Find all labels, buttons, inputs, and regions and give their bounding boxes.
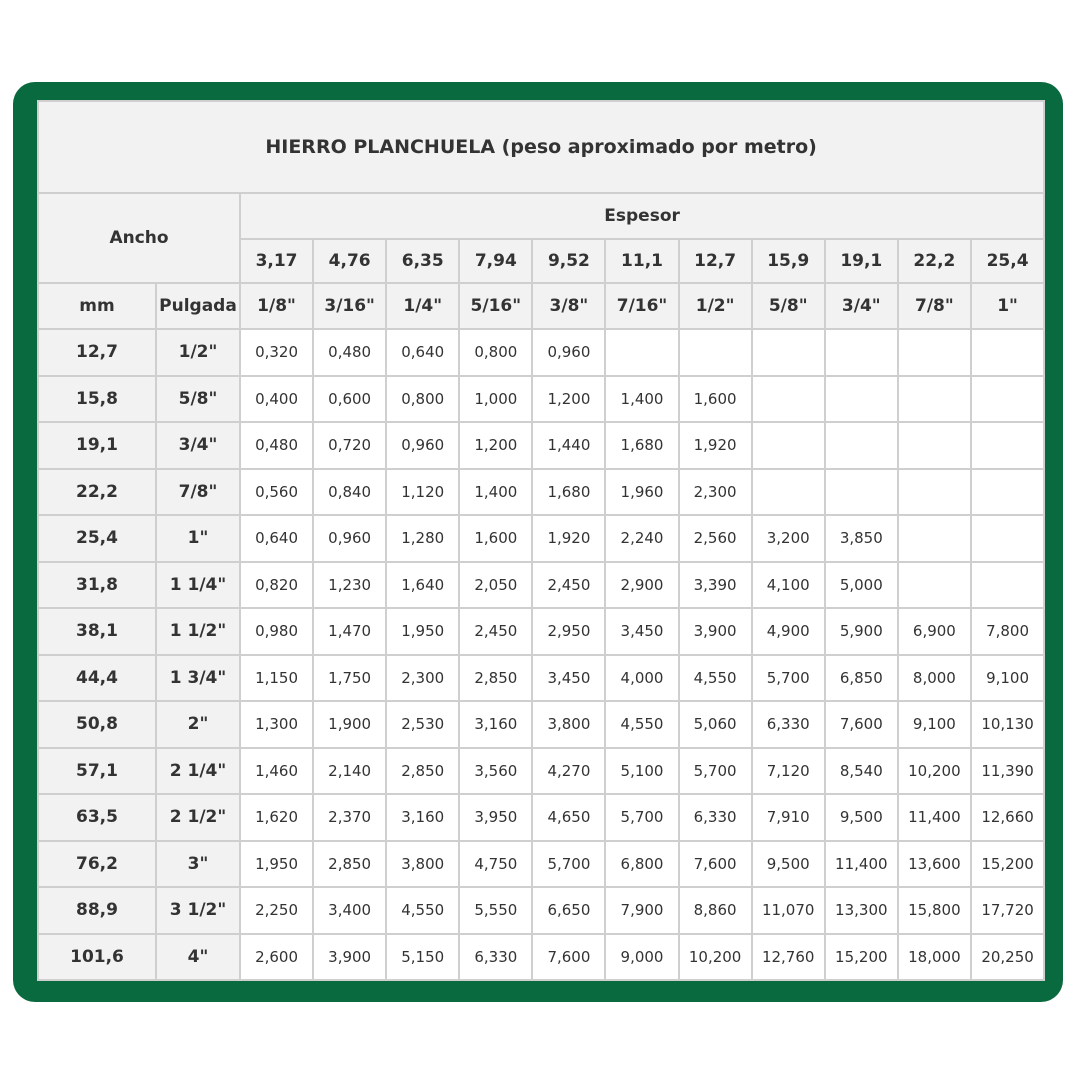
table-row [38,422,1044,469]
weight-cell: 1,400 [459,469,532,516]
weight-cell: 12,760 [752,934,825,981]
weight-cell: 13,600 [898,841,971,888]
weight-cell: 1,120 [386,469,459,516]
table-row [38,748,1044,795]
weight-cell: 3,450 [532,655,605,702]
weight-cell: 1,200 [459,422,532,469]
weight-cell: 1,640 [386,562,459,609]
weight-cell: 7,600 [679,841,752,888]
weight-cell: 1,300 [240,701,313,748]
weight-cell [971,515,1044,562]
weight-cell: 4,650 [532,794,605,841]
row-pulgada: 1 1/4" [156,562,240,609]
weight-cell [752,469,825,516]
row-pulgada: 5/8" [156,376,240,423]
espesor-pulgada-header: 7/16" [605,283,678,329]
weight-cell: 3,450 [605,608,678,655]
row-mm: 12,7 [38,329,156,376]
weight-cell: 2,300 [386,655,459,702]
weight-cell: 0,480 [313,329,386,376]
weight-cell: 6,800 [605,841,678,888]
row-pulgada: 2 1/4" [156,748,240,795]
row-mm: 101,6 [38,934,156,981]
weight-cell: 15,800 [898,887,971,934]
row-pulgada: 3/4" [156,422,240,469]
row-pulgada: 2" [156,701,240,748]
espesor-header: Espesor [240,193,1044,239]
row-mm: 19,1 [38,422,156,469]
weight-cell: 10,200 [898,748,971,795]
espesor-mm-header: 11,1 [605,239,678,283]
weight-cell: 1,920 [679,422,752,469]
weight-cell: 1,600 [459,515,532,562]
row-mm: 38,1 [38,608,156,655]
weight-cell: 0,400 [240,376,313,423]
weight-cell: 7,120 [752,748,825,795]
weight-cell [971,562,1044,609]
weight-cell: 4,000 [605,655,678,702]
weight-cell [679,329,752,376]
weight-cell [898,515,971,562]
weight-cell: 0,980 [240,608,313,655]
table-row [38,515,1044,562]
row-pulgada: 3" [156,841,240,888]
weight-cell: 3,900 [679,608,752,655]
weight-cell: 2,450 [459,608,532,655]
pulgada-header: Pulgada [156,283,240,329]
row-mm: 76,2 [38,841,156,888]
weight-cell: 10,200 [679,934,752,981]
weight-cell: 0,560 [240,469,313,516]
row-pulgada: 7/8" [156,469,240,516]
weight-cell: 3,160 [386,794,459,841]
weight-cell [971,422,1044,469]
weight-cell: 9,000 [605,934,678,981]
weight-cell: 9,100 [898,701,971,748]
weight-cell: 5,700 [605,794,678,841]
weight-cell: 1,280 [386,515,459,562]
table-row [38,608,1044,655]
weight-cell [898,376,971,423]
weight-cell: 2,300 [679,469,752,516]
weight-cell: 5,550 [459,887,532,934]
weight-cell: 5,900 [825,608,898,655]
espesor-pulgada-header: 1/4" [386,283,459,329]
weight-cell: 11,400 [825,841,898,888]
weight-cell: 2,850 [386,748,459,795]
weight-cell: 1,920 [532,515,605,562]
weight-cell: 2,240 [605,515,678,562]
weight-cell: 1,950 [386,608,459,655]
weight-cell: 2,560 [679,515,752,562]
weight-cell: 4,900 [752,608,825,655]
weight-cell [825,376,898,423]
weight-cell: 0,800 [386,376,459,423]
weight-cell: 2,250 [240,887,313,934]
weight-cell: 9,500 [825,794,898,841]
weight-cell: 1,150 [240,655,313,702]
table-row [38,934,1044,981]
weight-cell: 0,960 [532,329,605,376]
weight-cell: 15,200 [971,841,1044,888]
weight-cell: 0,960 [386,422,459,469]
ancho-header: Ancho [38,193,240,283]
weight-cell: 13,300 [825,887,898,934]
espesor-mm-header: 6,35 [386,239,459,283]
weight-cell: 4,550 [605,701,678,748]
weight-cell: 2,530 [386,701,459,748]
espesor-pulgada-header: 5/16" [459,283,532,329]
table-row [38,887,1044,934]
weight-cell: 2,140 [313,748,386,795]
weight-cell: 2,600 [240,934,313,981]
espesor-mm-header: 15,9 [752,239,825,283]
weight-cell: 6,330 [459,934,532,981]
espesor-pulgada-header: 3/4" [825,283,898,329]
weight-cell: 3,400 [313,887,386,934]
weight-cell: 6,650 [532,887,605,934]
espesor-mm-header: 7,94 [459,239,532,283]
weight-cell: 2,370 [313,794,386,841]
weight-cell: 5,700 [679,748,752,795]
espesor-pulgada-header: 1/8" [240,283,313,329]
table-panel [37,100,1043,980]
weight-cell: 11,070 [752,887,825,934]
weight-cell: 1,470 [313,608,386,655]
weight-cell [898,422,971,469]
table-row [38,841,1044,888]
espesor-pulgada-header: 1" [971,283,1044,329]
weight-cell: 11,400 [898,794,971,841]
espesor-pulgada-header: 7/8" [898,283,971,329]
row-mm: 15,8 [38,376,156,423]
weight-cell: 3,850 [825,515,898,562]
row-mm: 57,1 [38,748,156,795]
table-row [38,376,1044,423]
weight-cell: 0,800 [459,329,532,376]
weight-cell: 7,600 [532,934,605,981]
weight-cell [605,329,678,376]
row-mm: 63,5 [38,794,156,841]
weight-cell: 5,100 [605,748,678,795]
weight-cell: 17,720 [971,887,1044,934]
weight-cell: 1,440 [532,422,605,469]
weight-cell: 2,900 [605,562,678,609]
weight-cell [752,376,825,423]
weight-cell: 10,130 [971,701,1044,748]
weight-cell: 6,900 [898,608,971,655]
weight-cell: 7,600 [825,701,898,748]
table-row [38,701,1044,748]
row-mm: 22,2 [38,469,156,516]
mm-header: mm [38,283,156,329]
weight-cell: 3,160 [459,701,532,748]
weight-cell: 1,600 [679,376,752,423]
weight-cell: 9,500 [752,841,825,888]
weight-cell: 3,800 [532,701,605,748]
row-pulgada: 2 1/2" [156,794,240,841]
weight-cell: 2,850 [313,841,386,888]
weight-cell: 0,640 [240,515,313,562]
espesor-pulgada-header: 5/8" [752,283,825,329]
table-title: HIERRO PLANCHUELA (peso aproximado por metro) [38,101,1044,193]
weight-cell: 3,200 [752,515,825,562]
row-mm: 31,8 [38,562,156,609]
weight-cell: 12,660 [971,794,1044,841]
weight-cell: 0,720 [313,422,386,469]
weight-cell: 20,250 [971,934,1044,981]
weight-cell [898,562,971,609]
weight-cell: 9,100 [971,655,1044,702]
weight-cell: 3,800 [386,841,459,888]
weight-cell: 0,640 [386,329,459,376]
weight-cell: 3,390 [679,562,752,609]
weight-cell: 3,950 [459,794,532,841]
weight-cell: 1,750 [313,655,386,702]
weight-cell: 0,840 [313,469,386,516]
weight-cell: 7,910 [752,794,825,841]
weight-cell: 8,860 [679,887,752,934]
weight-cell [898,469,971,516]
weight-cell [971,329,1044,376]
weight-cell: 5,700 [752,655,825,702]
weight-cell: 5,150 [386,934,459,981]
weight-cell: 5,000 [825,562,898,609]
espesor-pulgada-header: 3/16" [313,283,386,329]
weight-cell: 2,450 [532,562,605,609]
weight-cell: 4,550 [679,655,752,702]
row-mm: 44,4 [38,655,156,702]
weight-cell: 0,480 [240,422,313,469]
weight-cell: 0,320 [240,329,313,376]
espesor-pulgada-header: 1/2" [679,283,752,329]
row-pulgada: 1" [156,515,240,562]
table-row [38,329,1044,376]
weight-cell: 1,620 [240,794,313,841]
weight-cell: 2,850 [459,655,532,702]
weight-cell: 6,330 [679,794,752,841]
weight-table [37,100,1045,981]
weight-cell: 7,800 [971,608,1044,655]
weight-cell: 1,230 [313,562,386,609]
weight-cell: 3,560 [459,748,532,795]
espesor-mm-header: 4,76 [313,239,386,283]
weight-cell: 1,960 [605,469,678,516]
espesor-mm-header: 9,52 [532,239,605,283]
weight-cell: 5,700 [532,841,605,888]
row-mm: 25,4 [38,515,156,562]
weight-cell: 2,950 [532,608,605,655]
row-pulgada: 1 1/2" [156,608,240,655]
espesor-mm-header: 12,7 [679,239,752,283]
weight-cell: 1,000 [459,376,532,423]
weight-cell [825,469,898,516]
weight-cell: 0,960 [313,515,386,562]
weight-cell: 4,750 [459,841,532,888]
weight-cell [898,329,971,376]
weight-cell: 5,060 [679,701,752,748]
table-row [38,562,1044,609]
weight-cell: 4,100 [752,562,825,609]
weight-cell: 3,900 [313,934,386,981]
table-row [38,794,1044,841]
weight-cell: 1,680 [532,469,605,516]
weight-cell: 1,460 [240,748,313,795]
weight-cell [971,376,1044,423]
row-pulgada: 1 3/4" [156,655,240,702]
weight-cell: 4,550 [386,887,459,934]
weight-cell [971,469,1044,516]
weight-cell: 18,000 [898,934,971,981]
weight-cell: 15,200 [825,934,898,981]
weight-cell: 0,600 [313,376,386,423]
weight-cell: 1,400 [605,376,678,423]
weight-cell [825,329,898,376]
weight-cell: 6,850 [825,655,898,702]
table-row [38,469,1044,516]
weight-cell: 1,200 [532,376,605,423]
weight-cell: 7,900 [605,887,678,934]
espesor-mm-header: 19,1 [825,239,898,283]
espesor-mm-header: 22,2 [898,239,971,283]
weight-cell: 8,000 [898,655,971,702]
espesor-pulgada-header: 3/8" [532,283,605,329]
weight-cell: 6,330 [752,701,825,748]
weight-cell: 1,950 [240,841,313,888]
table-row [38,655,1044,702]
weight-cell: 0,820 [240,562,313,609]
weight-cell: 11,390 [971,748,1044,795]
weight-cell: 1,900 [313,701,386,748]
espesor-mm-header: 3,17 [240,239,313,283]
row-pulgada: 3 1/2" [156,887,240,934]
weight-cell: 2,050 [459,562,532,609]
row-mm: 88,9 [38,887,156,934]
row-pulgada: 4" [156,934,240,981]
weight-cell: 8,540 [825,748,898,795]
row-pulgada: 1/2" [156,329,240,376]
weight-cell [825,422,898,469]
weight-cell: 4,270 [532,748,605,795]
weight-cell [752,329,825,376]
row-mm: 50,8 [38,701,156,748]
weight-cell [752,422,825,469]
espesor-mm-header: 25,4 [971,239,1044,283]
weight-cell: 1,680 [605,422,678,469]
